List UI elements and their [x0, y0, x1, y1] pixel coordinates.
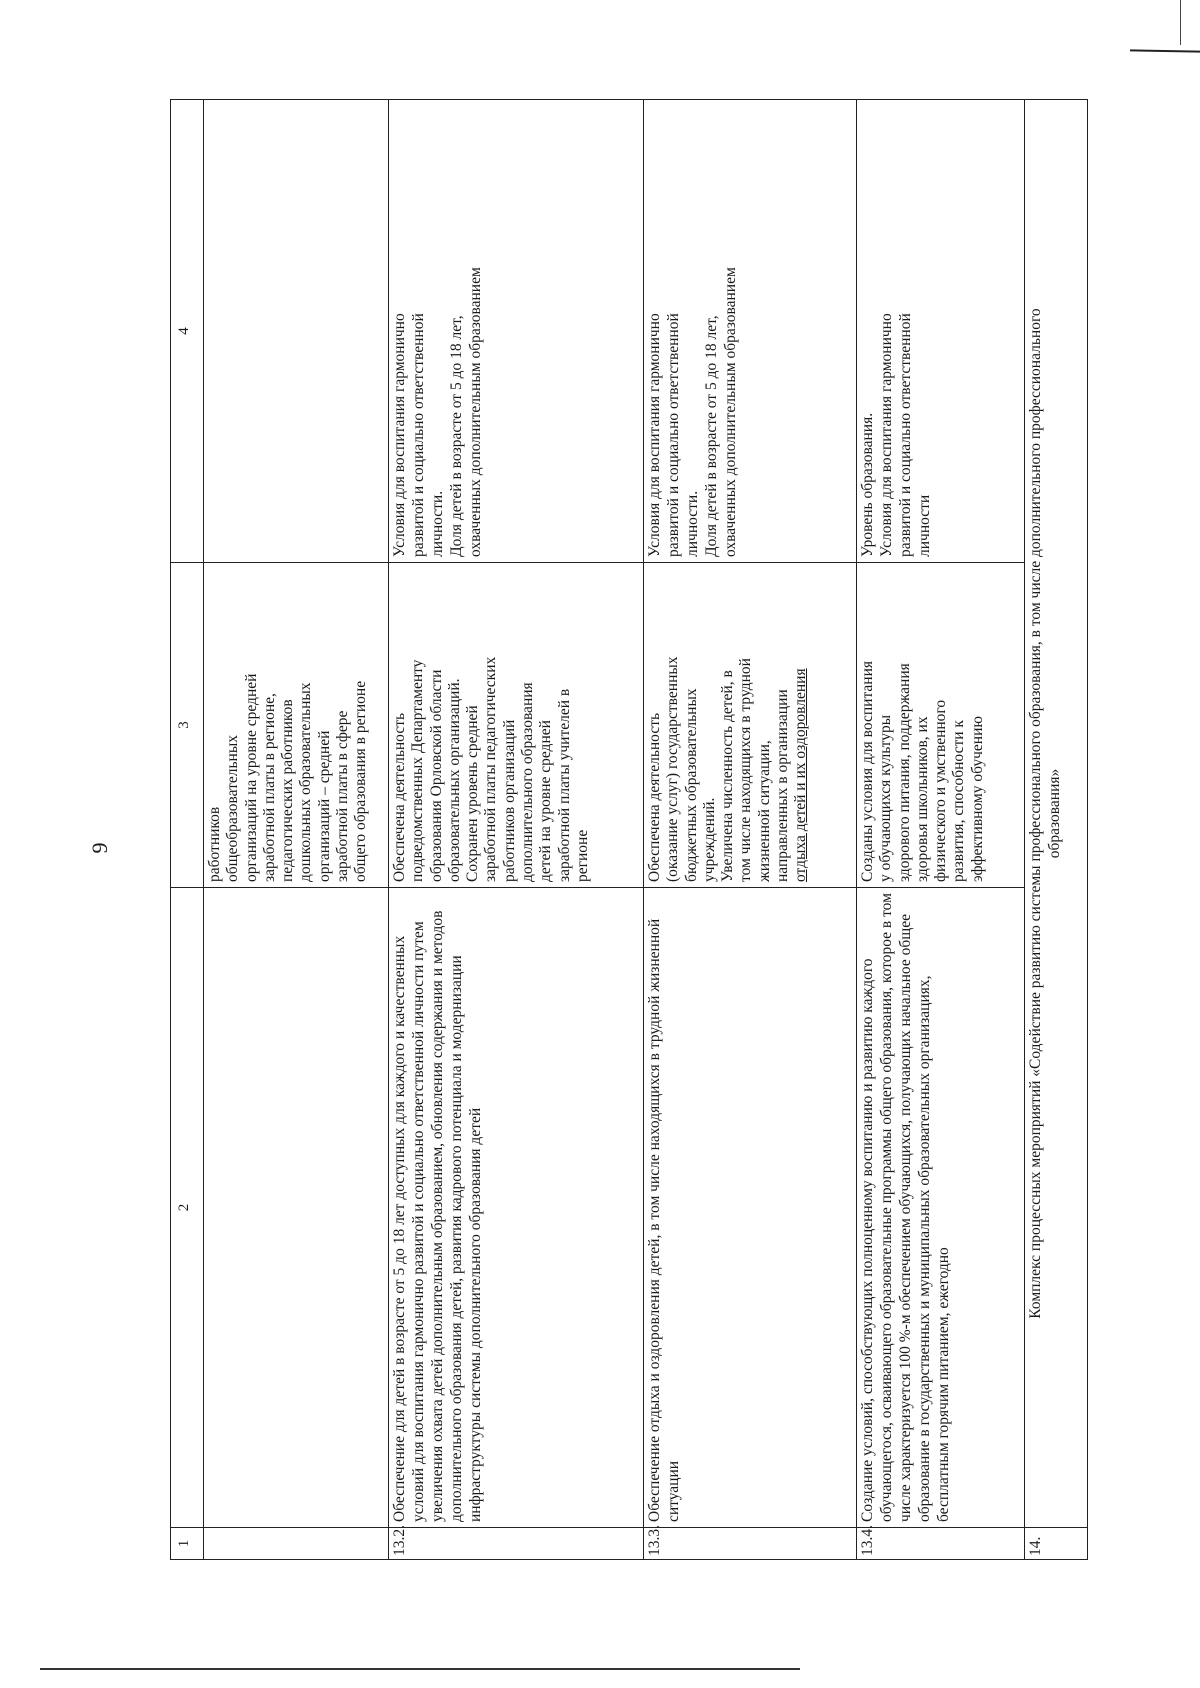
row-number: 13.3.: [644, 1528, 857, 1560]
measure-cell: Создание условий, способствующих полноценному воспитанию и развитию каждого обучающегося, осваивающего образовательные программы общего образования, которое в том числе характеризуется 100 %-м обеспечением обучающихся, получающих начальное общее образование в государственных и муниципальных образовательных организациях, бесплатным горячим питанием, ежегодно: [857, 888, 1025, 1528]
indicator-line: охваченных дополнительным образованием: [466, 267, 484, 557]
section-title-line: образования»: [1045, 768, 1063, 859]
indicator-cell: [204, 100, 389, 563]
indicator-line: Условия для воспитания гармонично: [877, 313, 895, 557]
table-row: [204, 100, 389, 1560]
indicator-line: охваченных дополнительным образованием: [721, 267, 739, 557]
result-line: заработной платы учителей в: [555, 688, 573, 882]
result-line: (оказание услуг) государственных: [664, 656, 682, 882]
result-line: организаций – средней: [315, 730, 333, 882]
indicator-line: личности: [915, 494, 933, 557]
section-number: 14.: [1025, 1528, 1088, 1560]
result-line: учреждений.: [700, 797, 718, 882]
result-line: образования Орловской области: [427, 669, 445, 882]
result-line: заработной платы педагогических: [482, 656, 500, 882]
indicator-cell: [857, 100, 1025, 563]
indicator-cell: [644, 100, 857, 563]
result-line: работников организаций: [500, 719, 518, 882]
result-cell: [857, 563, 1025, 888]
result-line: заработной платы в регионе,: [260, 693, 278, 882]
result-line: Увеличена численность детей, в: [719, 670, 737, 882]
indicator-line: Условия для воспитания гармонично: [646, 313, 663, 557]
indicator-line: развитой и социально ответственной: [896, 313, 914, 557]
row-number: [204, 1528, 389, 1560]
measure-cell: Обеспечение отдыха и оздоровления детей, в том числе находящихся в трудной жизненной ситуации: [644, 888, 857, 1528]
result-line: физического и умственного: [932, 699, 950, 882]
result-line: отдыха детей и их оздоровления: [792, 668, 810, 882]
result-line: здорового питания, поддержания: [895, 663, 913, 882]
result-line: подведомственных Департаменту: [409, 659, 427, 882]
result-line: общего образования в регионе: [352, 680, 370, 882]
page-number: 9: [87, 842, 112, 854]
table-row: [857, 100, 1025, 1560]
row-number: 13.2.: [389, 1528, 644, 1560]
result-line: детей на уровне средней: [537, 720, 555, 882]
result-line: бюджетных образовательных: [682, 688, 700, 882]
result-line: здоровья школьников, их: [913, 716, 931, 882]
result-line: педагогических работников: [279, 699, 297, 882]
scan-edge-line: [1130, 49, 1200, 52]
result-line: образовательных организаций.: [445, 678, 463, 882]
result-cell: [204, 563, 389, 888]
column-header: 4: [171, 100, 204, 563]
measure-cell: Обеспечение для детей в возрасте от 5 до 18 лет доступных для каждого и качественных условий для воспитания гармонично развитой и социально ответственной личности путем увеличения охвата детей дополнительным образованием, обновления содержания и методов дополнительного образования детей, развития кадрового потенциала и модернизации инфраструктуры системы дополнительного образования детей: [389, 888, 644, 1528]
indicator-line: Доля детей в возрасте от 5 до 18 лет,: [702, 315, 720, 557]
section-title: [1025, 100, 1088, 1528]
result-line: заработной платы в сфере: [333, 710, 351, 882]
result-line: развития, способности к: [950, 720, 968, 882]
indicator-line: развитой и социально ответственной: [664, 313, 682, 557]
column-header: 1: [171, 1528, 204, 1560]
result-line: общеобразовательных: [224, 734, 242, 882]
result-line: Обеспечена деятельность: [646, 712, 663, 882]
measure-cell: [204, 888, 389, 1528]
section-title-line: Комплекс процессных мероприятий «Содействие развитию системы профессионального образования, в том числе дополнительного профессионального: [1027, 308, 1044, 1319]
indicator-line: личности.: [683, 490, 701, 557]
column-header: 3: [171, 563, 204, 888]
table-row: [644, 100, 857, 1560]
indicator-line: развитой и социально ответственной: [409, 313, 427, 557]
indicator-line: Условия для воспитания гармонично: [391, 313, 408, 557]
result-line: дополнительного образования: [518, 682, 536, 882]
rotated-page-content: [170, 100, 1063, 1560]
indicator-line: Доля детей в возрасте от 5 до 18 лет,: [447, 315, 465, 557]
result-line: дошкольных образовательных: [297, 682, 315, 882]
row-number: 13.4.: [857, 1528, 1025, 1560]
result-line: Сохранен уровень средней: [464, 705, 482, 882]
table-header-row: [171, 100, 204, 1560]
indicator-line: личности.: [428, 490, 446, 557]
result-line: организаций на уровне средней: [242, 673, 260, 882]
section-row: [1025, 100, 1088, 1560]
measures-table: [170, 99, 1088, 1560]
result-line: эффективному обучению: [968, 716, 986, 882]
result-line: у обучающихся культуры: [877, 714, 895, 882]
column-header: 2: [171, 888, 204, 1528]
result-line: Обеспечена деятельность: [391, 712, 408, 882]
result-line: Созданы условия для воспитания: [859, 660, 876, 882]
result-line: жизненной ситуации,: [755, 740, 773, 882]
result-line: направленных в организации: [773, 689, 791, 882]
scan-edge-line: [1180, 0, 1181, 45]
result-line: том числе находящихся в трудной: [737, 658, 755, 882]
result-cell: [389, 563, 644, 888]
result-line: регионе: [573, 829, 591, 882]
result-cell: [644, 563, 857, 888]
scan-edge-line: [40, 1668, 800, 1670]
table-row: [389, 100, 644, 1560]
result-line: работников: [206, 806, 223, 882]
indicator-cell: [389, 100, 644, 563]
indicator-line: Уровень образования.: [859, 412, 876, 557]
